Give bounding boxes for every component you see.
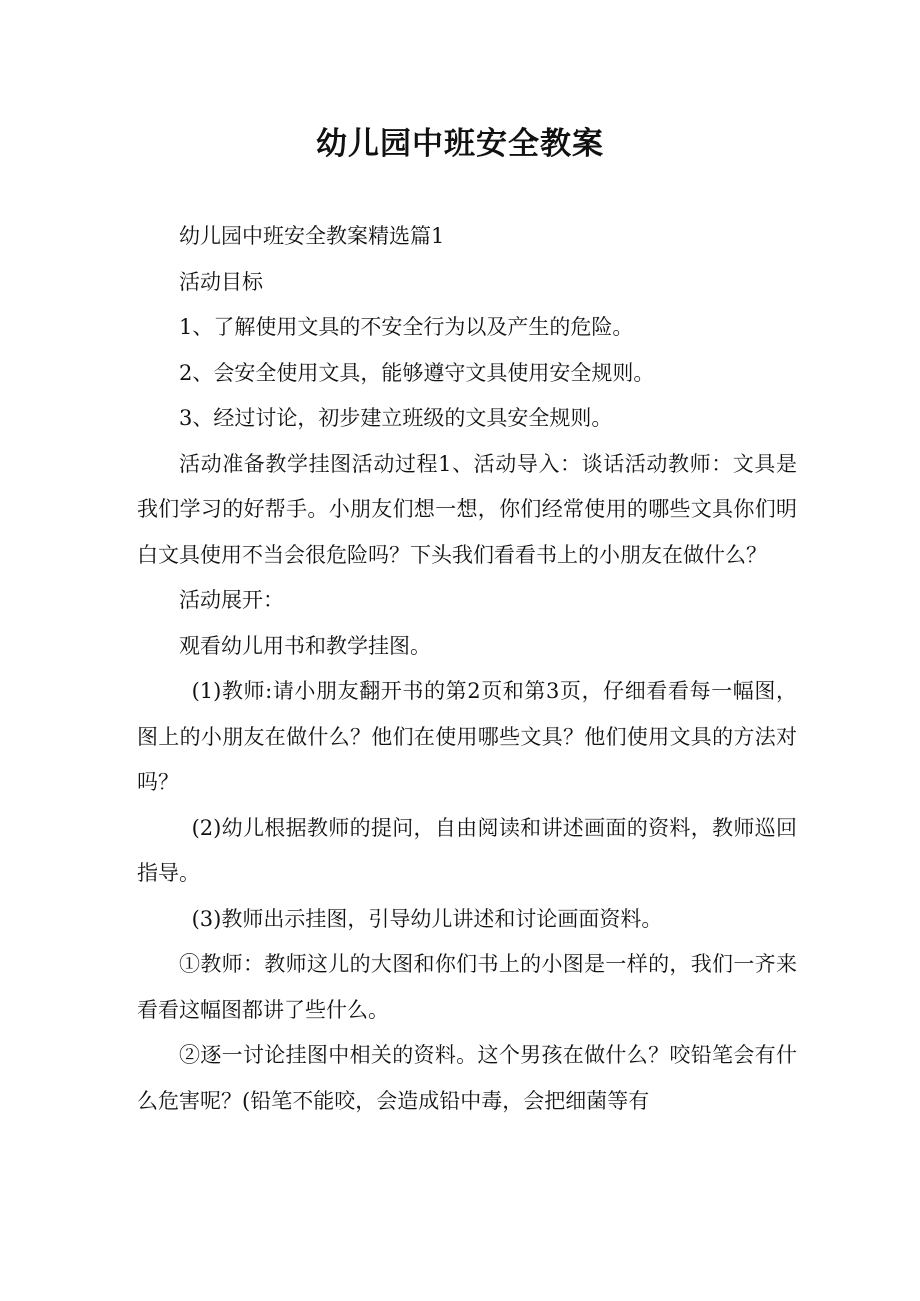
document-body	[137, 214, 797, 1124]
document-title: 幼儿园中班安全教案	[316, 126, 604, 162]
paragraph-goal-1: 1、了解使用文具的不安全行为以及产生的危险。	[179, 315, 634, 339]
paragraph-activity-goal-heading: 活动目标	[179, 269, 263, 294]
paragraph-activity-expansion-heading: 活动展开：	[179, 588, 284, 612]
section-heading: 幼儿园中班安全教案精选篇1	[179, 224, 445, 248]
paragraph-step-2: (2)幼儿根据教师的提问，自由阅读和讲述画面的资料，教师巡回指导。	[137, 815, 797, 885]
paragraph-step-3: (3)教师出示挂图，引导幼儿讲述和讨论画面资料。	[191, 906, 663, 931]
paragraph-watch-materials: 观看幼儿用书和教学挂图。	[179, 633, 431, 658]
paragraph-circle-1: ①教师：教师这儿的大图和你们书上的小图是一样的，我们一齐来看看这幅图都讲了些什么。	[137, 952, 797, 1022]
paragraph-goal-3: 3、经过讨论，初步建立班级的文具安全规则。	[179, 406, 613, 430]
paragraph-goal-2: 2、会安全使用文具，能够遵守文具使用安全规则。	[179, 360, 655, 385]
paragraph-circle-2: ②逐一讨论挂图中相关的资料。这个男孩在做什么？咬铅笔会有什么危害呢？(铅笔不能咬，会造成铅中毒，会把细菌等有	[137, 1043, 797, 1113]
paragraph-step-1: (1)教师:请小朋友翻开书的第2页和第3页，仔细看看每一幅图，图上的小朋友在做什么？他们在使用哪些文具？他们使用文具的方法对吗？	[137, 679, 797, 794]
paragraph-preparation-and-intro: 活动准备教学挂图活动过程1、活动导入：谈话活动教师：文具是我们学习的好帮手。小朋友们想一想，你们经常使用的哪些文具你们明白文具使用不当会很危险吗？下头我们看看书上的小朋友在做什么？	[137, 451, 797, 567]
